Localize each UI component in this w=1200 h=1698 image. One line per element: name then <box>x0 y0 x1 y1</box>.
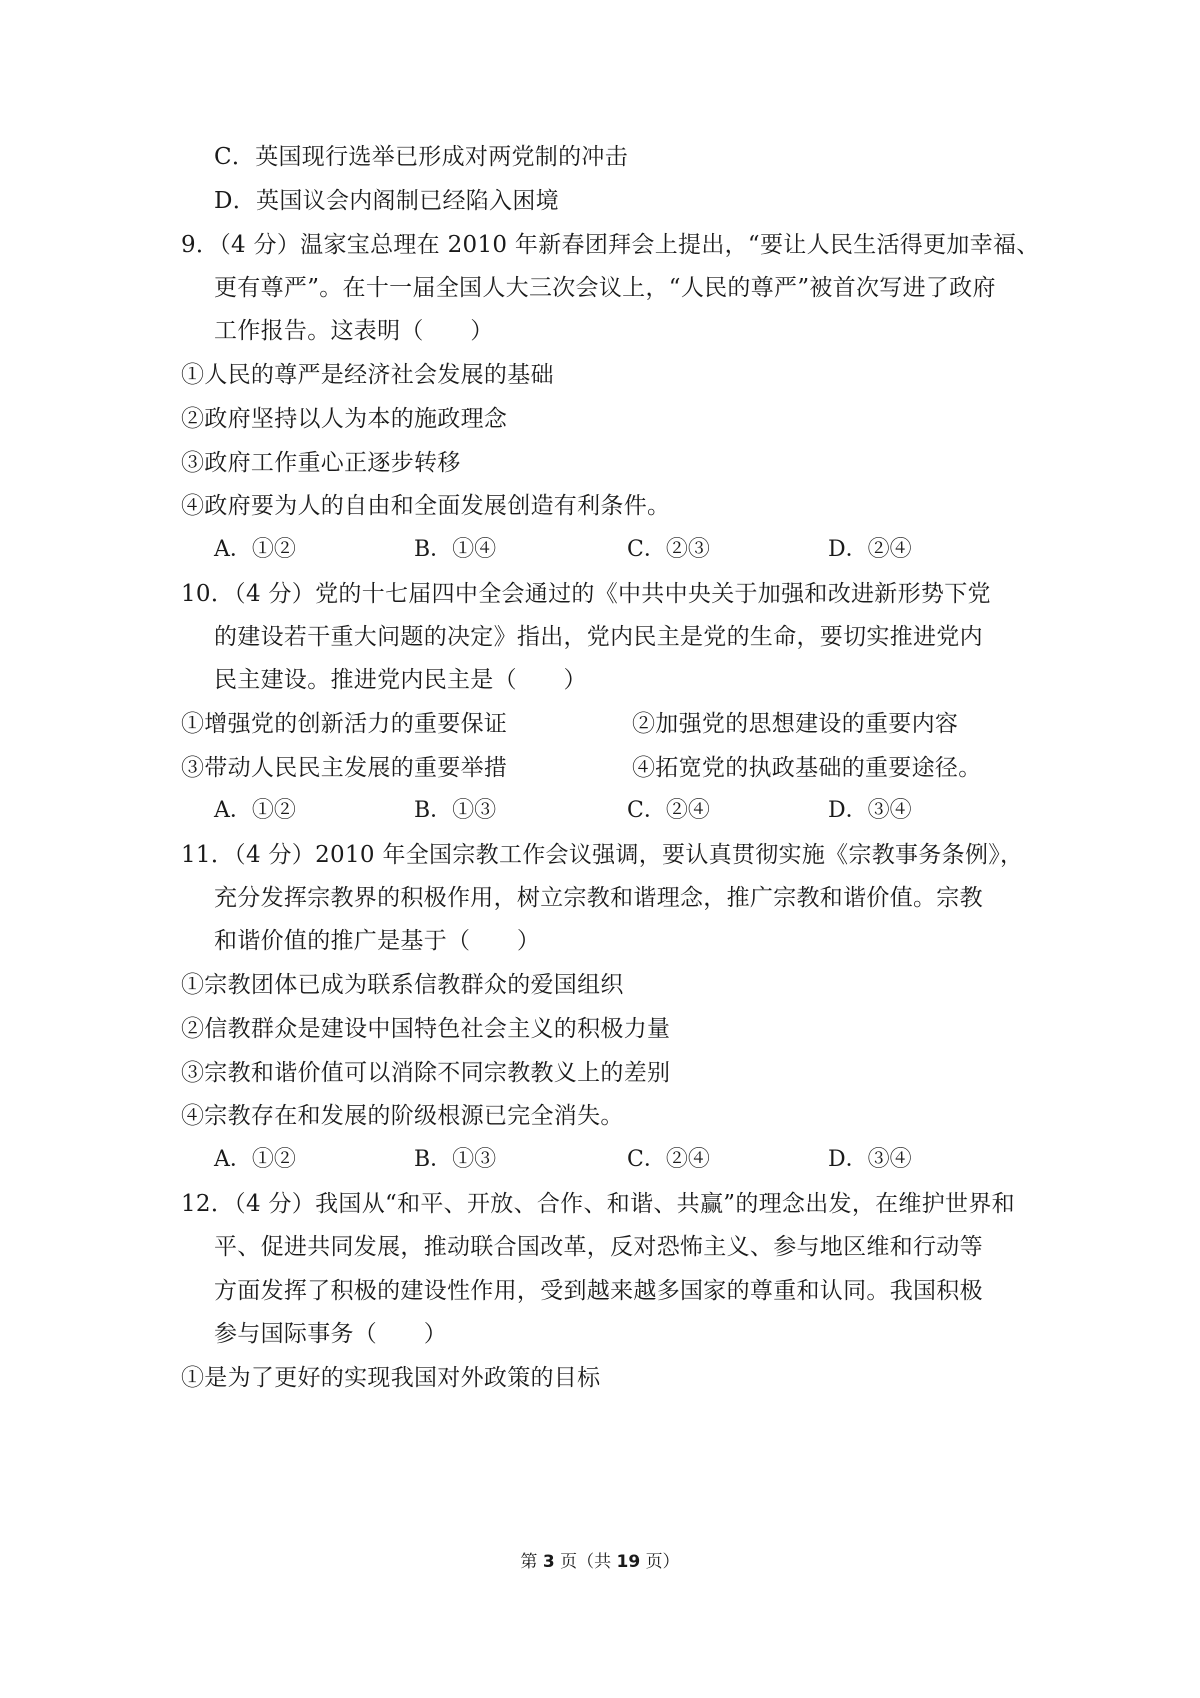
q9-stem-line-3: 工作报告。这表明（ ） <box>214 318 494 344</box>
q10-choice-d: D．③④ <box>828 798 912 823</box>
q10-item-4: ④拓宽党的执政基础的重要途径。 <box>632 755 982 781</box>
q11-item-3: ③宗教和谐价值可以消除不同宗教教义上的差别 <box>181 1060 671 1086</box>
q11-choice-c: C．②④ <box>627 1147 710 1172</box>
footer-page-number: 3 <box>542 1552 555 1572</box>
q10-choice-c: C．②④ <box>627 798 710 823</box>
q9-choice-a: A．①② <box>214 537 296 562</box>
q9-item-3: ③政府工作重心正逐步转移 <box>181 450 461 476</box>
q11-item-1: ①宗教团体已成为联系信教群众的爱国组织 <box>181 972 624 998</box>
footer-mid: 页（共 <box>560 1552 612 1572</box>
q9-choice-d: D．②④ <box>828 537 912 562</box>
q11-item-4: ④宗教存在和发展的阶级根源已完全消失。 <box>181 1103 624 1129</box>
q11-stem-line-3: 和谐价值的推广是基于（ ） <box>214 928 541 954</box>
q10-stem-line-3: 民主建设。推进党内民主是（ ） <box>214 667 587 693</box>
q12-stem-line-3: 方面发挥了积极的建设性作用，受到越来越多国家的尊重和认同。我国积极 <box>214 1278 983 1304</box>
q9-item-2: ②政府坚持以人为本的施政理念 <box>181 406 508 432</box>
q11-choice-b: B．①③ <box>414 1147 497 1172</box>
q12-stem-line-1: 12．（4 分）我国从“和平、开放、合作、和谐、共赢”的理念出发，在维护世界和 <box>181 1191 1015 1217</box>
q10-item-2: ②加强党的思想建设的重要内容 <box>632 711 959 737</box>
q9-stem-line-1: 9．（4 分）温家宝总理在 2010 年新春团拜会上提出，“要让人民生活得更加幸福、 <box>181 232 1040 258</box>
q12-stem-line-2: 平、促进共同发展，推动联合国改革，反对恐怖主义、参与地区维和行动等 <box>214 1234 983 1260</box>
page-footer <box>0 1551 1200 1573</box>
q9-item-4: ④政府要为人的自由和全面发展创造有利条件。 <box>181 493 671 519</box>
footer-suffix: 页） <box>645 1552 680 1572</box>
q10-stem-line-1: 10．（4 分）党的十七届四中全会通过的《中共中央关于加强和改进新形势下党 <box>181 581 991 607</box>
q11-choice-a: A．①② <box>214 1147 296 1172</box>
q8-option-c: C．英国现行选举已形成对两党制的冲击 <box>214 144 628 170</box>
q10-choice-b: B．①③ <box>414 798 497 823</box>
q9-choice-b: B．①④ <box>414 537 497 562</box>
q11-item-2: ②信教群众是建设中国特色社会主义的积极力量 <box>181 1016 671 1042</box>
q11-choice-d: D．③④ <box>828 1147 912 1172</box>
q8-option-d: D．英国议会内阁制已经陷入困境 <box>214 188 559 214</box>
q10-stem-line-2: 的建设若干重大问题的决定》指出，党内民主是党的生命，要切实推进党内 <box>214 624 983 650</box>
footer-prefix: 第 <box>520 1552 538 1572</box>
q10-item-1: ①增强党的创新活力的重要保证 <box>181 711 508 737</box>
q12-stem-line-4: 参与国际事务（ ） <box>214 1321 447 1347</box>
q11-stem-line-1: 11．（4 分）2010 年全国宗教工作会议强调，要认真贯彻实施《宗教事务条例》， <box>181 842 1024 868</box>
footer-total-pages: 19 <box>616 1552 641 1572</box>
q9-stem-line-2: 更有尊严”。在十一届全国人大三次会议上，“人民的尊严”被首次写进了政府 <box>214 275 996 301</box>
q10-item-3: ③带动人民民主发展的重要举措 <box>181 755 508 781</box>
q12-item-1: ①是为了更好的实现我国对外政策的目标 <box>181 1365 601 1391</box>
q9-item-1: ①人民的尊严是经济社会发展的基础 <box>181 362 554 388</box>
q9-choice-c: C．②③ <box>627 537 710 562</box>
q10-choice-a: A．①② <box>214 798 296 823</box>
q11-stem-line-2: 充分发挥宗教界的积极作用，树立宗教和谐理念，推广宗教和谐价值。宗教 <box>214 885 983 911</box>
